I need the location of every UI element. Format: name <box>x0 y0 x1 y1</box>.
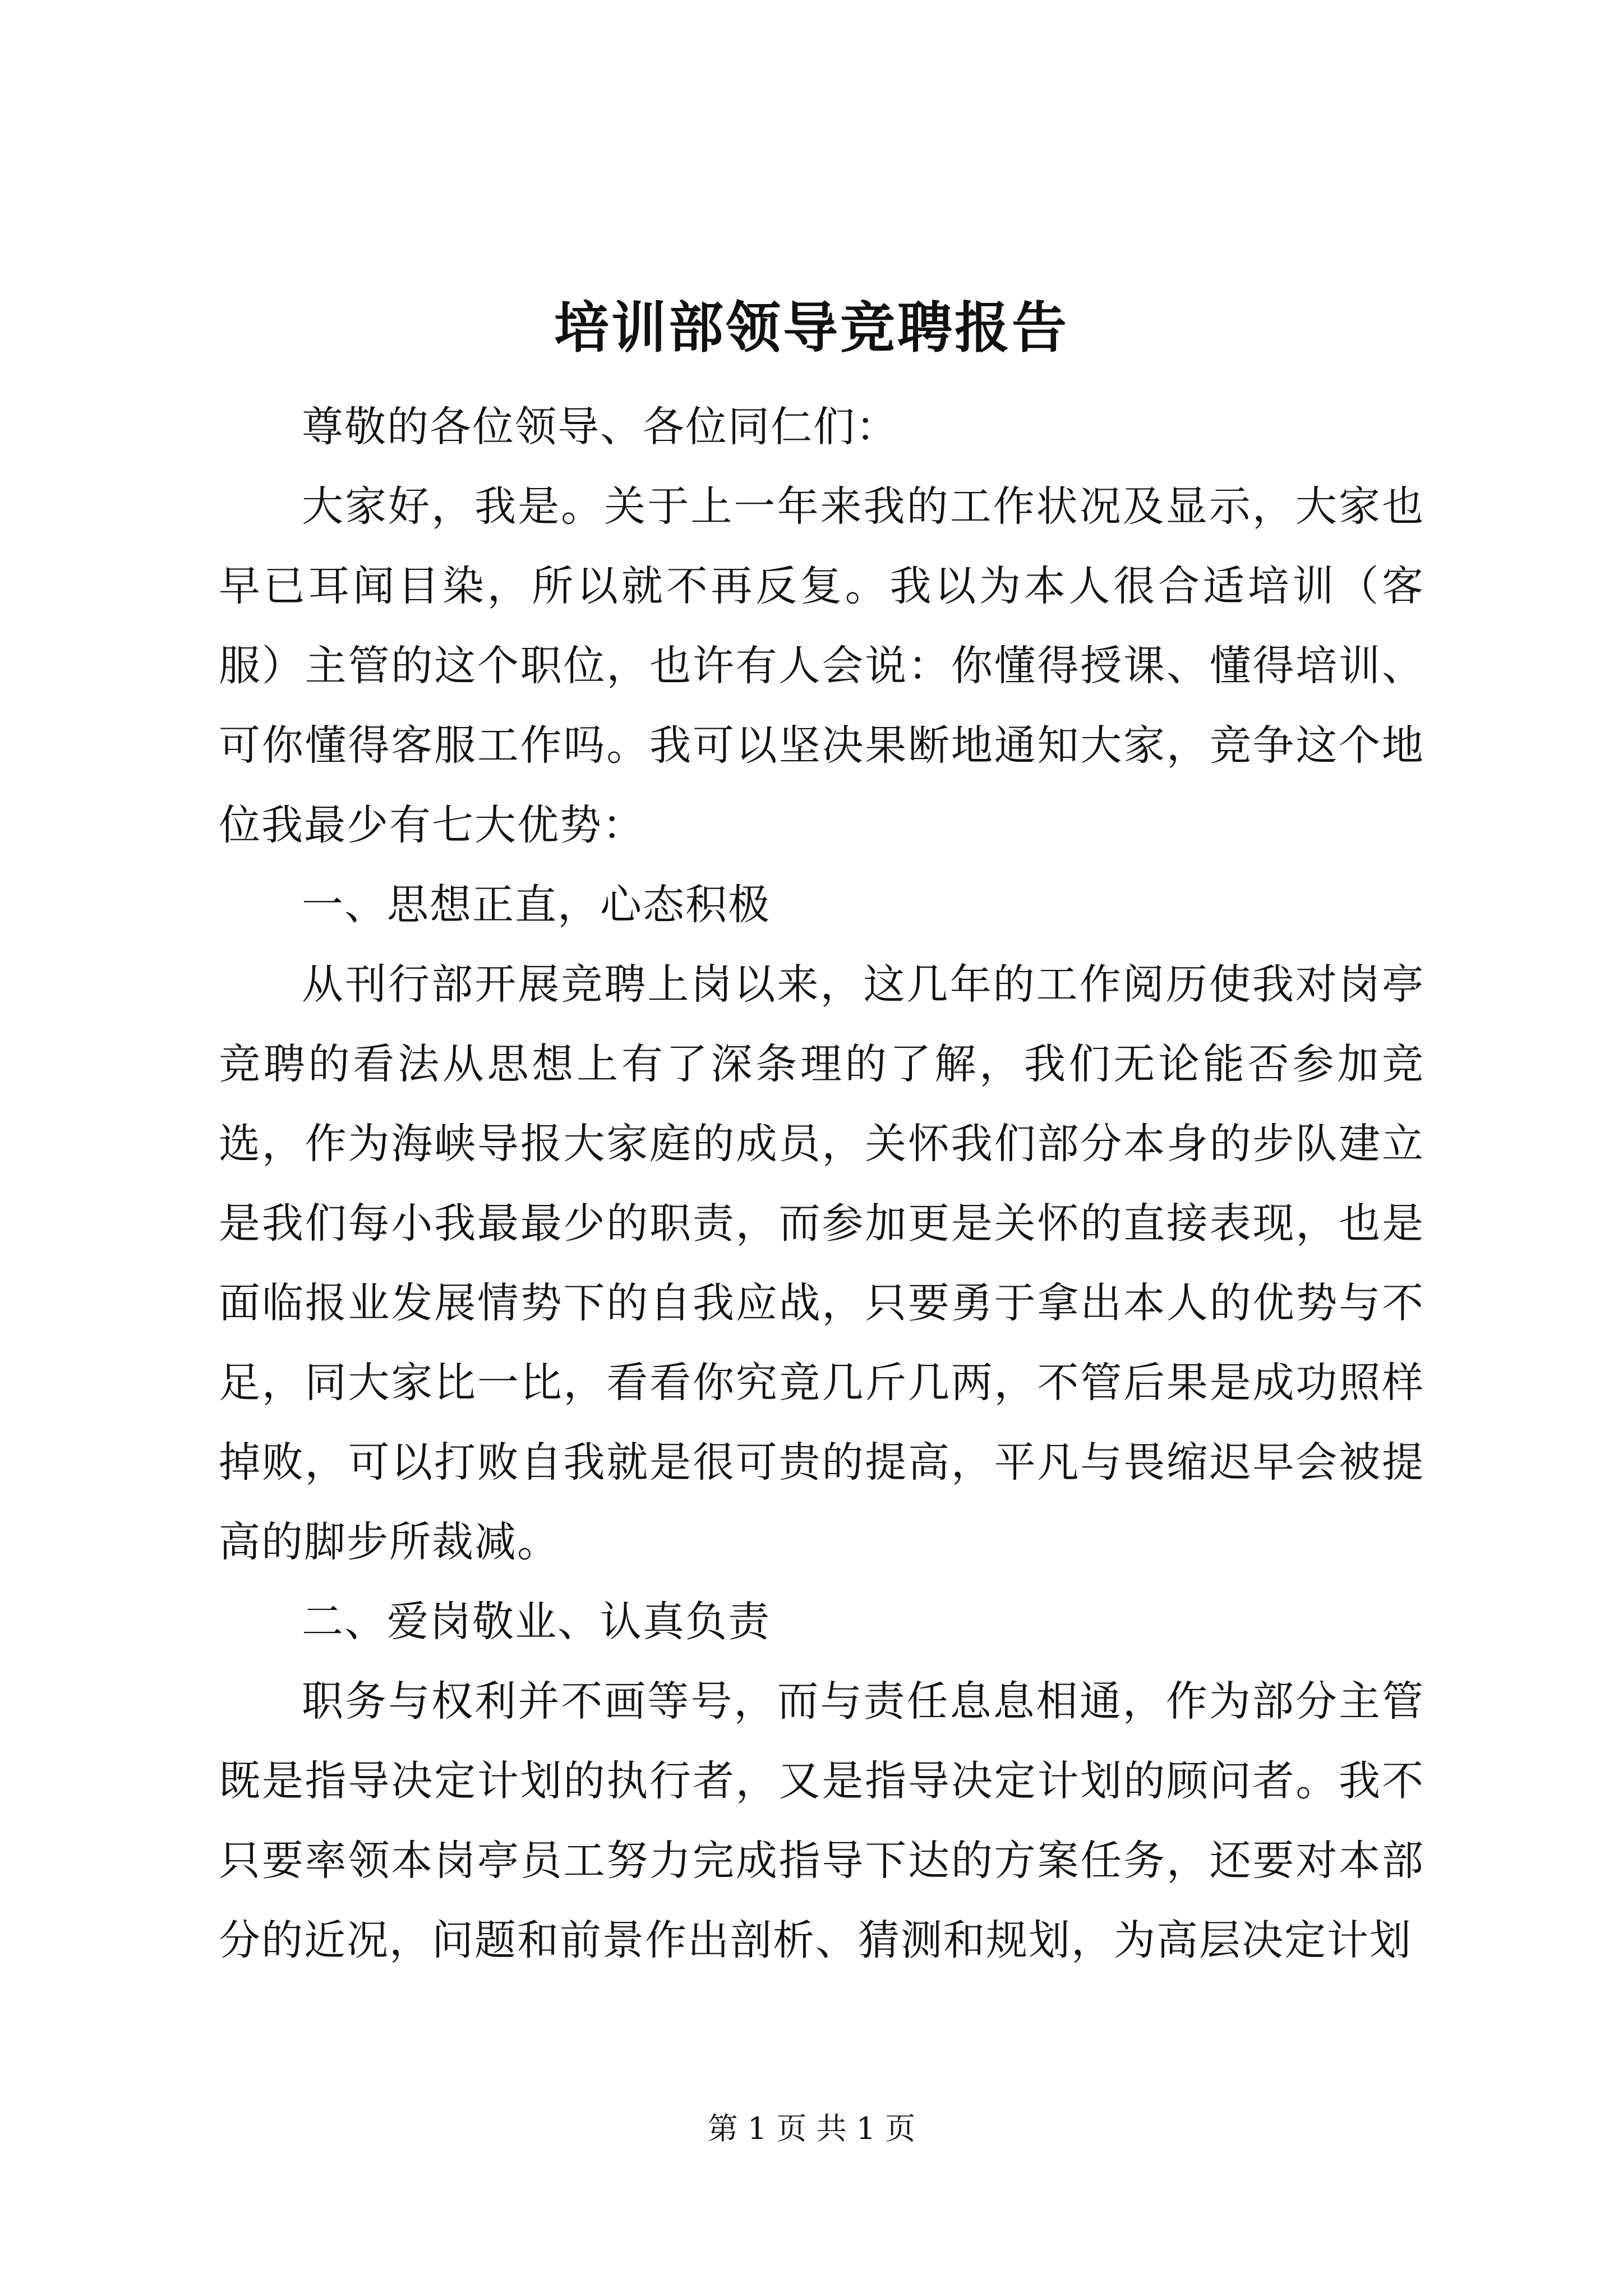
document-title: 培训部领导竞聘报告 <box>554 296 1069 360</box>
paragraph-section-1: 从刊行部开展竞聘上岗以来，这几年的工作阅历使我对岗亭竞聘的看法从思想上有了深条理的了解，我们无论能否参加竞选，作为海峡导报大家庭的成员，关怀我们部分本身的步队建立是我们每小我最最少的职责，而参加更是关怀的直接表现，也是面临报业发展情势下的自我应战，只要勇于拿出本人的优势与不足，同大家比一比，看看你究竟几斤几两，不管后果是成功照样掉败，可以打败自我就是很可贵的提高，平凡与畏缩迟早会被提高的脚步所裁减。 <box>219 960 1424 1566</box>
paragraph-salutation: 尊敬的各位领导、各位同仁们： <box>302 403 898 451</box>
paragraph-intro: 大家好，我是。关于上一年来我的工作状况及显示，大家也早已耳闻目染，所以就不再反复。我以为本人很合适培训（客服）主管的这个职位，也许有人会说：你懂得授课、懂得培训、可你懂得客服工作吗。我可以坚决果断地通知大家，竞争这个地位我最少有七大优势： <box>219 482 1424 849</box>
section-heading-1: 一、思想正直，心态积极 <box>302 881 771 929</box>
paragraph-section-2: 职务与权利并不画等号，而与责任息息相通，作为部分主管既是指导决定计划的执行者，又是指导决定计划的顾问者。我不只要率领本岗亭员工努力完成指导下达的方案任务，还要对本部分的近况，问题和前景作出剖析、猜测和规划，为高层决定计划 <box>219 1677 1424 1964</box>
section-heading-2: 二、爱岗敬业、认真负责 <box>302 1598 771 1646</box>
document-body <box>219 387 1424 1980</box>
page-number-footer: 第 1 页 共 1 页 <box>707 2111 916 2146</box>
